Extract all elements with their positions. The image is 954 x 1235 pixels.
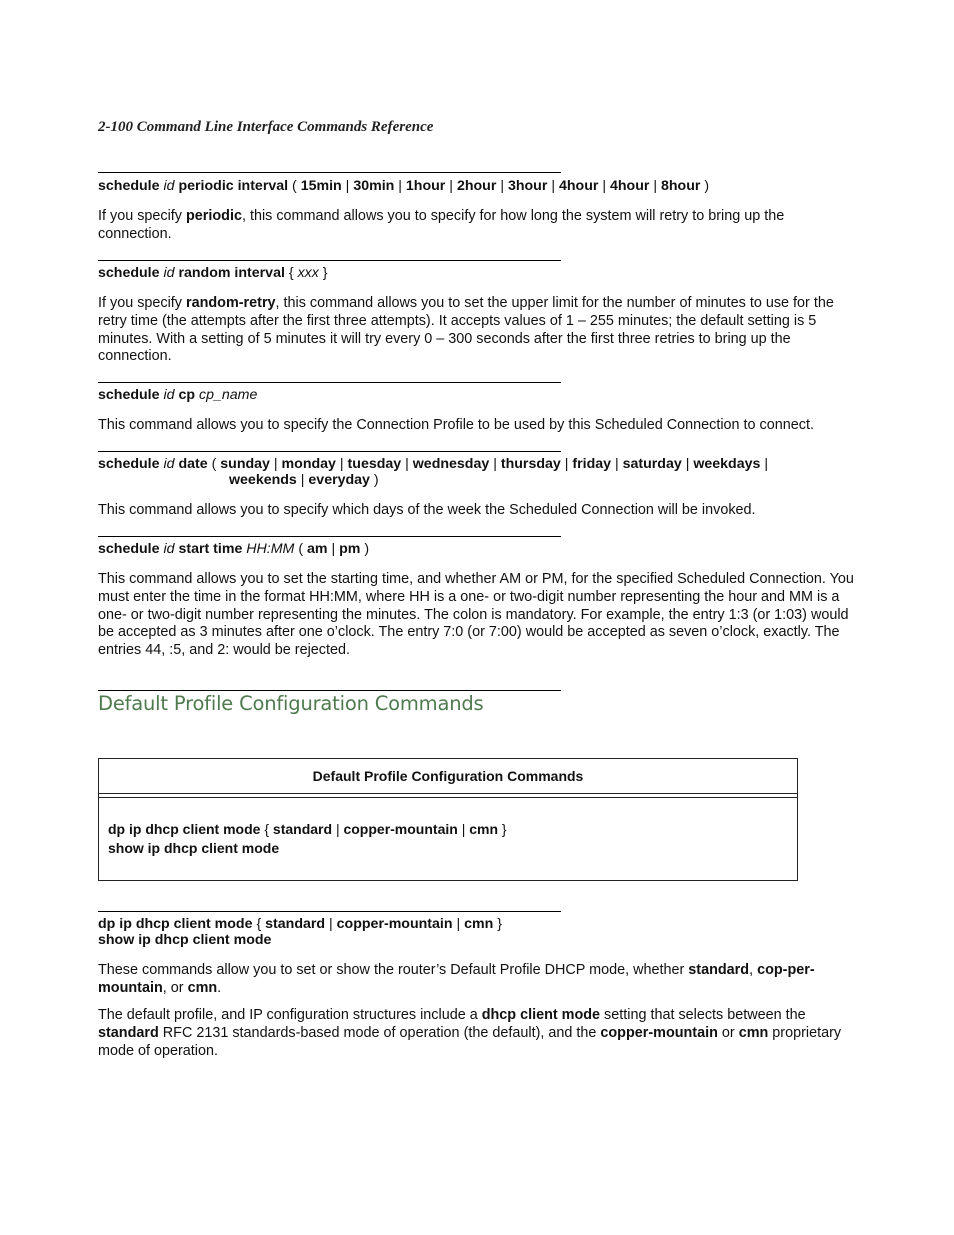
table-row: show ip dhcp client mode xyxy=(108,840,280,856)
description-random: If you specify random-retry, this command allows you to set the upper limit for the number of minutes to use for the retry time (the attempts after the first three attempts). It accepts values of 1 – 255 minutes; the default setting is 5 minutes. With a setting of 5 minutes it will try every 0 – 300 seconds after the first three retries to bring up the connection. xyxy=(98,295,834,365)
description-periodic: If you specify periodic, this command allows you to specify for how long the system will retry to bring up the connection. xyxy=(98,208,785,242)
section-rule xyxy=(98,690,561,691)
command-rule xyxy=(98,451,561,452)
command-syntax-random: schedule id random interval { xxx } xyxy=(98,265,328,281)
command-rule xyxy=(98,536,561,537)
command-rule xyxy=(98,172,561,173)
command-syntax-dp: dp ip dhcp client mode { standard | copper-mountain | cmn } show ip dhcp client mode xyxy=(98,916,503,948)
command-syntax-cp: schedule id cp cp_name xyxy=(98,387,258,403)
running-header: 2-100 Command Line Interface Commands Reference xyxy=(98,119,434,135)
description-start: This command allows you to set the starting time, and whether AM or PM, for the specified Scheduled Connection. You must enter the time in the format HH:MM, where HH is a one- or two-digit number representing the hour and MM is a one- or two-digit number representing the minutes. The colon is mandatory. For example, the entry 1:3 (or 1:03) would be accepted as 3 minutes after one o’clock. The entry 7:0 (or 7:00) would be accepted as seven o’clock, exactly. The entries 44, :5, and 2: would be rejected. xyxy=(98,571,854,659)
table-divider xyxy=(99,793,797,794)
table-heading: Default Profile Configuration Commands xyxy=(312,768,584,784)
description-dp-2: The default profile, and IP configuration structures include a dhcp client mode setting that selects between the standard RFC 2131 standards-based mode of operation (the default), and the copper-mountain or cmn proprietary mode of operation. xyxy=(98,1007,842,1059)
command-syntax-date: schedule id date ( sunday | monday | tuesday | wednesday | thursday | friday | saturday | weekdays | weekends | everyday ) xyxy=(98,456,769,488)
command-rule xyxy=(98,382,561,383)
command-syntax-start: schedule id start time HH:MM ( am | pm ) xyxy=(98,541,370,557)
description-date: This command allows you to specify which days of the week the Scheduled Connection will be invoked. xyxy=(98,502,756,518)
description-cp: This command allows you to specify the Connection Profile to be used by this Scheduled Connection to connect. xyxy=(98,417,814,433)
section-title: Default Profile Configuration Commands xyxy=(98,692,484,715)
commands-table xyxy=(98,758,798,881)
table-row: dp ip dhcp client mode { standard | copper-mountain | cmn } xyxy=(108,821,507,837)
description-dp-1: These commands allow you to set or show the router’s Default Profile DHCP mode, whether standard, cop-per-mountain, or cmn. xyxy=(98,962,815,996)
command-rule xyxy=(98,260,561,261)
table-body xyxy=(108,820,507,858)
table-divider xyxy=(99,797,797,798)
command-syntax-periodic: schedule id periodic interval ( 15min | 30min | 1hour | 2hour | 3hour | 4hour | 4hour | 8hour ) xyxy=(98,178,710,194)
command-rule xyxy=(98,911,561,912)
